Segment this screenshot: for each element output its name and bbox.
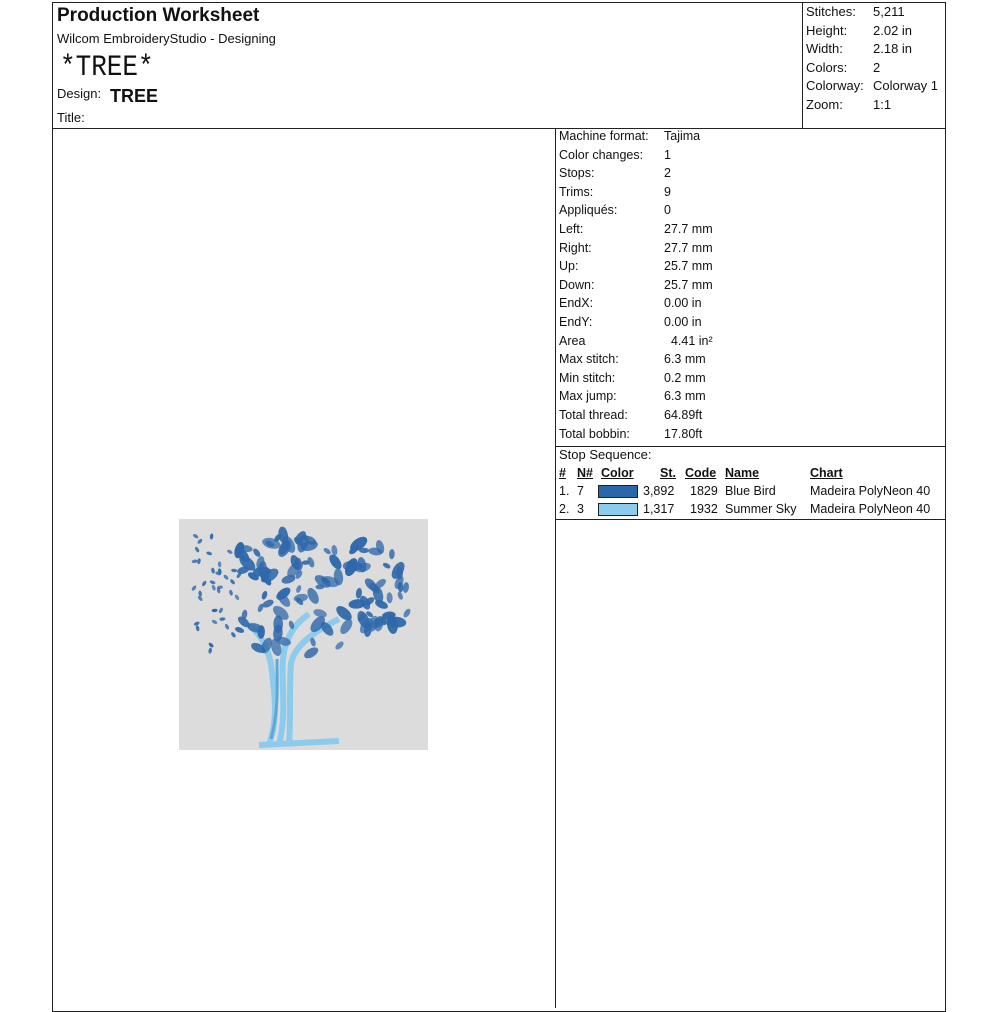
detail-label: Color changes: <box>559 147 644 162</box>
stop-needle: 3 <box>577 502 584 516</box>
stop-num: 1. <box>559 484 570 498</box>
summary-label: Zoom: <box>806 97 843 112</box>
design-value: TREE <box>110 86 159 106</box>
detail-value: 0.2 mm <box>664 370 706 385</box>
detail-label: Left: <box>559 222 584 236</box>
barcode-text: *TREE* <box>60 49 154 85</box>
stop-needle: 7 <box>577 484 584 498</box>
summary-label: Colorway: <box>806 78 864 94</box>
detail-label: Min stitch: <box>559 370 616 385</box>
color-swatch <box>598 503 638 516</box>
table-divider <box>555 519 946 520</box>
detail-row <box>559 389 706 407</box>
detail-label: EndX: <box>559 296 594 311</box>
color-swatch <box>598 485 638 498</box>
detail-value: 25.7 mm <box>664 259 713 274</box>
stop-stitches: 1,317 <box>643 502 675 516</box>
summary-value: 1:1 <box>873 97 892 112</box>
detail-value: 27.7 mm <box>664 222 713 236</box>
stop-code: 1932 <box>690 502 718 516</box>
detail-row <box>559 277 713 296</box>
summary-value: 2 <box>873 59 881 75</box>
col-num: # <box>559 466 566 480</box>
detail-value: 25.7 mm <box>664 277 713 292</box>
summary-value: 5,211 <box>873 4 905 19</box>
detail-row <box>559 352 706 370</box>
column-divider <box>555 128 556 1008</box>
col-chart: Chart <box>810 466 843 480</box>
detail-label: Appliqués: <box>559 203 618 218</box>
detail-row <box>559 426 703 445</box>
summary-label: Height: <box>806 22 848 38</box>
summary-label: Stitches: <box>806 4 856 19</box>
detail-value: 4.41 in² <box>664 333 713 348</box>
detail-value: 0 <box>664 203 671 218</box>
detail-row <box>559 370 706 389</box>
detail-label: EndY: <box>559 315 593 329</box>
detail-label: Total thread: <box>559 408 628 422</box>
title-label: Title: <box>57 110 85 125</box>
summary-value: 2.18 in <box>873 41 913 57</box>
detail-label: Stops: <box>559 166 595 181</box>
col-color: Color <box>601 466 634 480</box>
detail-row <box>559 166 671 184</box>
detail-label: Trims: <box>559 184 594 199</box>
stop-code: 1829 <box>690 484 718 498</box>
summary-label: Colors: <box>806 59 848 75</box>
stop-num: 2. <box>559 502 570 516</box>
detail-label: Down: <box>559 277 595 292</box>
summary-row <box>806 22 913 38</box>
detail-row <box>559 259 713 277</box>
summary-row <box>806 97 892 112</box>
detail-value: 9 <box>664 184 671 199</box>
detail-row <box>559 203 671 221</box>
design-label: Design: <box>57 86 102 101</box>
detail-value: 6.3 mm <box>664 352 706 367</box>
detail-row <box>559 129 701 147</box>
detail-value: 2 <box>664 166 671 181</box>
detail-value: 6.3 mm <box>664 389 706 404</box>
summary-value: Colorway 1 <box>873 78 939 94</box>
summary-row <box>806 4 905 19</box>
stop-chart: Madeira PolyNeon 40 <box>810 502 931 516</box>
detail-row <box>559 222 713 240</box>
detail-row <box>559 184 671 203</box>
detail-value: 0.00 in <box>664 315 702 329</box>
design-preview <box>179 519 428 750</box>
detail-row <box>559 296 702 314</box>
summary-label: Width: <box>806 41 843 57</box>
detail-label: Area <box>559 333 586 348</box>
detail-label: Right: <box>559 240 592 255</box>
stop-chart: Madeira PolyNeon 40 <box>810 484 931 498</box>
detail-value: 64.89ft <box>664 408 703 422</box>
stop-stitches: 3,892 <box>643 484 675 498</box>
detail-row <box>559 408 703 426</box>
detail-value: Tajima <box>664 129 701 143</box>
col-needle: N# <box>577 466 593 480</box>
stop-name: Blue Bird <box>725 484 776 498</box>
col-code: Code <box>685 466 717 480</box>
detail-label: Up: <box>559 259 579 274</box>
summary-row <box>806 78 939 94</box>
detail-value: 27.7 mm <box>664 240 713 255</box>
page-title: Production Worksheet <box>57 5 260 26</box>
detail-label: Machine format: <box>559 129 649 143</box>
detail-row <box>559 315 702 333</box>
detail-row <box>559 333 713 352</box>
detail-row <box>559 240 713 259</box>
detail-label: Max jump: <box>559 389 617 404</box>
detail-value: 0.00 in <box>664 296 702 311</box>
detail-value: 17.80ft <box>664 426 703 441</box>
col-name: Name <box>725 466 760 480</box>
tree-embroidery-image <box>179 519 428 750</box>
detail-label: Total bobbin: <box>559 426 630 441</box>
summary-row <box>806 59 881 75</box>
stop-sequence-title: Stop Sequence: <box>559 447 652 462</box>
summary-value: 2.02 in <box>873 22 913 38</box>
summary-row <box>806 41 913 57</box>
stop-name: Summer Sky <box>725 502 797 516</box>
detail-value: 1 <box>664 147 671 162</box>
software-name: Wilcom EmbroideryStudio - Designing <box>57 31 276 46</box>
col-stitches: St. <box>660 466 676 480</box>
detail-label: Max stitch: <box>559 352 619 367</box>
detail-row <box>559 147 671 166</box>
